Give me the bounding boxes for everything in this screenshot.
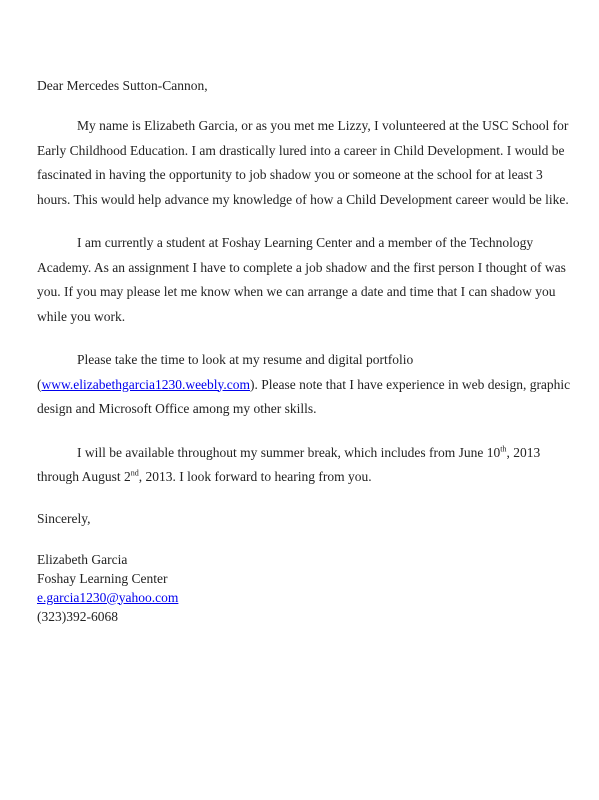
- salutation: Dear Mercedes Sutton-Cannon,: [37, 78, 208, 93]
- portfolio-text-before: Please take the time to look at my resume and digital portfolio (: [37, 352, 414, 392]
- signature-phone: (323)392-6068: [37, 608, 118, 624]
- signature-organization: Foshay Learning Center: [37, 570, 168, 586]
- superscript-nd: nd: [130, 468, 139, 478]
- superscript-th: th: [500, 444, 507, 453]
- paragraph-assignment: I am currently a student at Foshay Learning Center and a member of the Technology Academy. As an assignment I have to complete a job shadow and the first person I thought of was you. If you may please let me know when we can arrange a date and time that I can shadow you while you work.: [37, 235, 566, 324]
- signature-name: Elizabeth Garcia: [37, 551, 128, 567]
- signature-block: [37, 550, 575, 626]
- availability-text-1: I will be available throughout my summer break, which includes from June 10: [77, 444, 501, 460]
- paragraph-portfolio: [37, 348, 575, 422]
- email-link[interactable]: e.garcia1230@yahoo.com: [37, 589, 179, 605]
- availability-text-2: , 2013 through August 2: [37, 444, 541, 484]
- closing: Sincerely,: [37, 510, 91, 526]
- portfolio-link[interactable]: www.elizabethgarcia1230.weebly.com: [41, 376, 251, 392]
- paragraph-introduction: My name is Elizabeth Garcia, or as you met me Lizzy, I volunteered at the USC School for Early Childhood Education. I am drastically lured into a career in Child Development. I would be fascinated in having the opportunity to job shadow you or someone at the school for at least 3 hours. This would help advance my knowledge of how a Child Development career would be like.: [37, 118, 569, 207]
- availability-text-3: , 2013. I look forward to hearing from you.: [138, 469, 372, 484]
- paragraph-availability: [37, 441, 575, 490]
- portfolio-text-after: ). Please note that I have experience in web design, graphic design and Microsoft Office among my other skills.: [37, 376, 571, 416]
- signature-email-line: [37, 588, 575, 607]
